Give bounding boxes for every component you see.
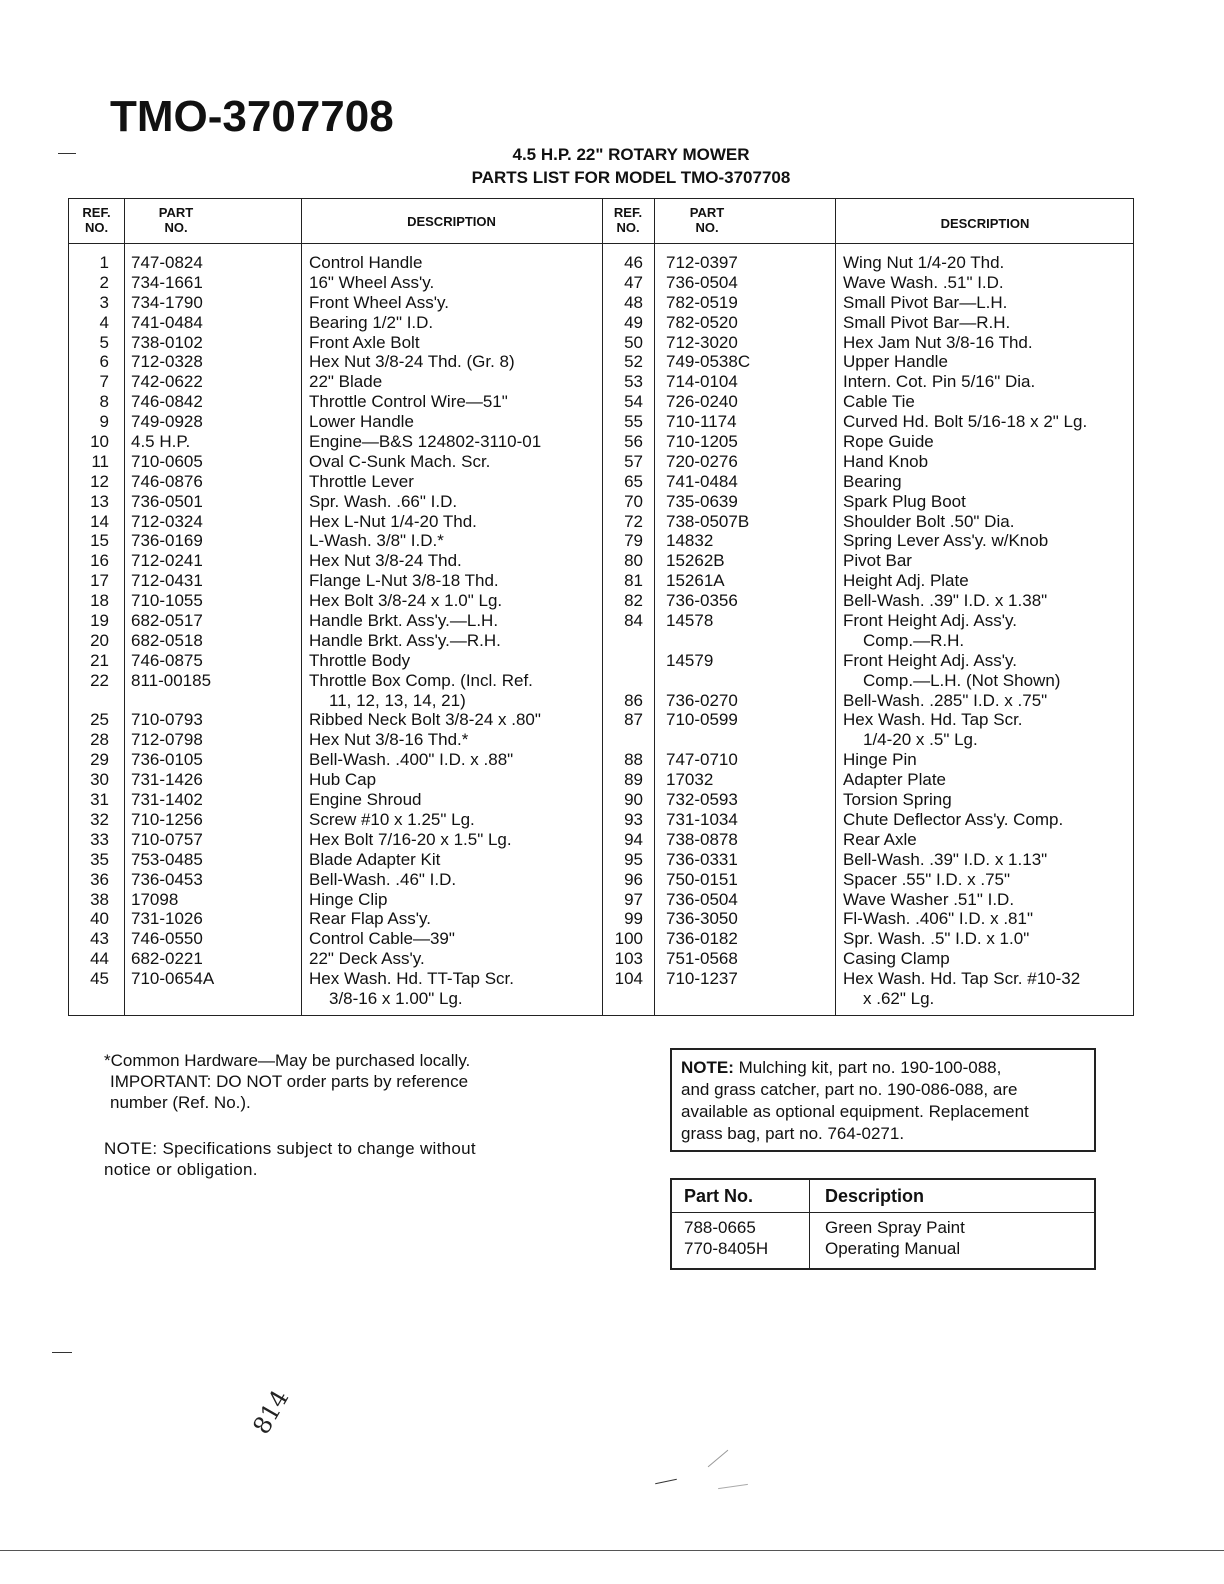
description: Hex Nut 3/8-16 Thd.* [309,730,469,750]
description: Torsion Spring [843,790,952,810]
description: Oval C-Sunk Mach. Scr. [309,451,491,471]
ref-no: 20 [90,630,109,650]
ref-no: 100 [614,929,643,949]
part-no: 682-0517 [131,611,203,631]
table-row [69,333,1133,353]
part-no: 736-0501 [131,491,203,511]
ref-no: 56 [624,432,643,452]
handwritten-mark: 814 [247,1385,295,1439]
part-no: 710-0605 [131,451,203,471]
description: Hinge Pin [843,750,917,770]
parts-rows [69,253,1133,1009]
additional-parts-table [670,1178,1096,1270]
extra-description: Operating Manual [825,1239,961,1258]
ref-no: 50 [624,332,643,352]
description: Shoulder Bolt .50" Dia. [843,511,1015,531]
ref-no: 18 [90,591,109,611]
part-no: 738-0102 [131,332,203,352]
table-row [69,750,1133,770]
ref-no: 104 [614,969,643,989]
ref-no: 45 [90,969,109,989]
ref-no: 53 [624,372,643,392]
part-no: 746-0550 [131,929,203,949]
subtitle-line-1: 4.5 H.P. 22" ROTARY MOWER [512,145,750,164]
part-no: 14832 [666,531,714,551]
part-no: 782-0519 [666,292,738,312]
ref-no: 94 [624,829,643,849]
table-row [69,770,1133,790]
page-title: TMO-3707708 [110,92,394,141]
ref-no: 70 [624,491,643,511]
table-row [69,531,1133,551]
part-no: 710-1055 [131,591,203,611]
ref-no: 10 [90,432,109,452]
part-no: 738-0878 [666,829,738,849]
description: Hex Wash. Hd. Tap Scr. [843,710,1023,730]
description: Spring Lever Ass'y. w/Knob [843,531,1049,551]
part-no: 17032 [666,770,714,790]
description: Adapter Plate [843,770,947,790]
part-no: 782-0520 [666,312,738,332]
header-part-no: PART NO. [158,205,194,235]
description: Bearing 1/2" I.D. [309,312,434,332]
table-row [69,392,1133,412]
description: Bell-Wash. .285" I.D. x .75" [843,690,1048,710]
scan-mark [708,1450,729,1467]
part-no: 682-0221 [131,949,203,969]
part-no: 14578 [666,611,714,631]
ref-no: 82 [624,591,643,611]
ref-no: 31 [90,790,109,810]
ref-no: 103 [614,949,643,969]
header-ref-no: REF. NO. [82,205,111,235]
ref-no: 88 [624,750,643,770]
description: 16" Wheel Ass'y. [309,272,435,292]
part-no: 710-0793 [131,710,203,730]
part-no: 736-3050 [666,909,738,929]
extra-part-no: 770-8405H [684,1239,769,1258]
description: Upper Handle [843,352,948,372]
ref-no: 19 [90,611,109,631]
description: Hinge Clip [309,889,388,909]
description: Hex L-Nut 1/4-20 Thd. [309,511,477,531]
scan-mark [52,1352,72,1353]
header-description: DESCRIPTION [407,214,496,229]
description: Handle Brkt. Ass'y.—R.H. [309,630,501,650]
description: Comp.—R.H. [863,630,965,650]
part-no: 731-1402 [131,790,203,810]
description: Intern. Cot. Pin 5/16" Dia. [843,372,1036,392]
table-row [69,671,1133,691]
table-row [69,352,1133,372]
ref-no: 43 [90,929,109,949]
part-no: 746-0875 [131,650,203,670]
ref-no: 7 [99,372,109,392]
description: Wave Washer .51" I.D. [843,889,1015,909]
description: L-Wash. 3/8" I.D.* [309,531,444,551]
ref-no: 22 [90,670,109,690]
part-no: 712-0241 [131,551,203,571]
ref-no: 28 [90,730,109,750]
description: Bell-Wash. .400" I.D. x .88" [309,750,514,770]
ref-no: 15 [90,531,109,551]
description: Front Height Adj. Ass'y. [843,611,1017,631]
part-no: 753-0485 [131,849,203,869]
part-no: 712-0431 [131,571,203,591]
description: Hex Nut 3/8-24 Thd. (Gr. 8) [309,352,515,372]
part-no: 736-0169 [131,531,203,551]
table-row [69,452,1133,472]
description: Casing Clamp [843,949,950,969]
ref-no: 95 [624,849,643,869]
table-row [69,313,1133,333]
part-no: 712-0324 [131,511,203,531]
table-row [69,989,1133,1009]
description: x .62" Lg. [863,988,935,1008]
header-part-no-right: PART NO. [689,205,725,235]
description: Hex Wash. Hd. Tap Scr. #10-32 [843,969,1081,989]
ref-no: 9 [99,412,109,432]
part-no: 747-0710 [666,750,738,770]
description: Hex Bolt 7/16-20 x 1.5" Lg. [309,829,512,849]
ref-no: 48 [624,292,643,312]
ref-no: 38 [90,889,109,909]
description: Throttle Box Comp. (Incl. Ref. [309,670,533,690]
table-row [69,372,1133,392]
description: Rope Guide [843,432,934,452]
part-no: 726-0240 [666,392,738,412]
description: Height Adj. Plate [843,571,969,591]
part-no: 712-0397 [666,253,738,272]
part-no: 746-0842 [131,392,203,412]
part-no: 742-0622 [131,372,203,392]
description: Spacer .55" I.D. x .75" [843,869,1011,889]
description: Fl-Wash. .406" I.D. x .81" [843,909,1033,929]
table-row [69,730,1133,750]
ref-no: 1 [99,253,109,272]
description: Engine—B&S 124802-3110-01 [309,432,542,452]
table-row [69,890,1133,910]
ref-no: 93 [624,809,643,829]
description: 22" Blade [309,372,383,392]
part-no: 712-0798 [131,730,203,750]
part-no: 710-0757 [131,829,203,849]
ref-no: 46 [624,253,643,272]
description: Rear Flap Ass'y. [309,909,431,929]
ref-no: 33 [90,829,109,849]
description: Throttle Body [309,650,411,670]
part-no: 741-0484 [131,312,203,332]
description: 1/4-20 x .5" Lg. [863,730,978,750]
ref-no: 80 [624,551,643,571]
table-row [69,929,1133,949]
description: Screw #10 x 1.25" Lg. [309,809,475,829]
description: Hex Bolt 3/8-24 x 1.0" Lg. [309,591,503,611]
ref-no: 30 [90,770,109,790]
description: Front Wheel Ass'y. [309,292,449,312]
ref-no: 90 [624,790,643,810]
description: Hub Cap [309,770,377,790]
part-no: 747-0824 [131,253,203,272]
part-no: 710-0654A [131,969,215,989]
ref-no: 65 [624,471,643,491]
ref-no: 44 [90,949,109,969]
description: Bearing [843,471,902,491]
description: Lower Handle [309,412,414,432]
table-row [69,830,1133,850]
table-row [69,253,1133,273]
table-row [69,432,1133,452]
part-no: 811-00185 [131,670,212,690]
table-row [69,571,1133,591]
ref-no: 5 [99,332,109,352]
ref-no: 40 [90,909,109,929]
description: Small Pivot Bar—R.H. [843,312,1011,332]
table-row [69,412,1133,432]
part-no: 736-0504 [666,272,738,292]
part-no: 736-0356 [666,591,738,611]
header-ref-no-right: REF. NO. [613,205,643,235]
ref-no: 47 [624,272,643,292]
ref-no: 29 [90,750,109,770]
description: Comp.—L.H. (Not Shown) [863,670,1061,690]
ref-no: 81 [624,571,643,591]
ref-no: 52 [624,352,643,372]
part-no: 731-1034 [666,809,738,829]
table-row [69,710,1133,730]
ref-no: 35 [90,849,109,869]
ref-no: 72 [624,511,643,531]
description: Rear Axle [843,829,917,849]
part-no: 15261A [666,571,725,591]
description: 3/8-16 x 1.00" Lg. [329,988,463,1008]
header-divider [69,243,1133,244]
ref-no: 4 [99,312,109,332]
scan-mark [718,1484,748,1489]
description: Bell-Wash. .39" I.D. x 1.38" [843,591,1048,611]
description: Chute Deflector Ass'y. Comp. [843,809,1064,829]
ref-no: 97 [624,889,643,909]
ref-no: 6 [99,352,109,372]
part-no: 712-0328 [131,352,203,372]
table-row [69,790,1133,810]
part-no: 14579 [666,650,714,670]
part-no: 732-0593 [666,790,738,810]
description: Flange L-Nut 3/8-18 Thd. [309,571,499,591]
scan-edge-line [0,1550,1224,1551]
ref-no: 87 [624,710,643,730]
part-no: 749-0928 [131,412,203,432]
description: Handle Brkt. Ass'y.—L.H. [309,611,499,631]
description: Cable Tie [843,392,915,412]
description: Throttle Lever [309,471,414,491]
part-no: 734-1661 [131,272,203,292]
description: Throttle Control Wire—51" [309,392,508,412]
part-no: 710-1237 [666,969,738,989]
ref-no: 17 [90,571,109,591]
ref-no: 54 [624,392,643,412]
part-no: 736-0331 [666,849,738,869]
table-row [69,611,1133,631]
part-no: 734-1790 [131,292,203,312]
description: Curved Hd. Bolt 5/16-18 x 2" Lg. [843,412,1088,432]
part-no: 746-0876 [131,471,203,491]
table-row [69,949,1133,969]
ref-no: 84 [624,611,643,631]
ref-no: 55 [624,412,643,432]
scan-mark [58,153,76,154]
ref-no: 86 [624,690,643,710]
part-no: 736-0105 [131,750,203,770]
description: Hex Jam Nut 3/8-16 Thd. [843,332,1033,352]
description: Pivot Bar [843,551,912,571]
part-no: 736-0182 [666,929,738,949]
part-no: 750-0151 [666,869,738,889]
table-row [69,472,1133,492]
header-description-right: DESCRIPTION [940,216,1030,231]
parts-table [68,198,1134,1016]
description: Front Axle Bolt [309,332,420,352]
description: Spr. Wash. .5" I.D. x 1.0" [843,929,1030,949]
table-row [69,909,1133,929]
scan-mark [655,1479,677,1485]
specifications-note: NOTE: Specifications subject to change without notice or obligation. [104,1139,476,1179]
ref-no: 3 [99,292,109,312]
extra-description: Green Spray Paint [825,1218,965,1237]
description: Blade Adapter Kit [309,849,441,869]
part-no: 710-1256 [131,809,203,829]
description: 22" Deck Ass'y. [309,949,425,969]
extra-part-no: 788-0665 [684,1218,756,1237]
ref-no: 25 [90,710,109,730]
part-no: 710-1205 [666,432,738,452]
subtitle-line-2: PARTS LIST FOR MODEL TMO-3707708 [471,168,791,187]
description: Spark Plug Boot [843,491,966,511]
part-no: 710-1174 [666,412,737,432]
ref-no: 12 [90,471,109,491]
optional-equipment-note: NOTE: Mulching kit, part no. 190-100-088, and grass catcher, part no. 190-086-088, are available as optional equipment. Replacement grass bag, part no. 764-0271. [670,1048,1096,1152]
description: Hand Knob [843,451,929,471]
part-no: 736-0453 [131,869,203,889]
table-row [69,512,1133,532]
description: Ribbed Neck Bolt 3/8-24 x .80" [309,710,541,730]
description: Control Cable—39" [309,929,455,949]
part-no: 712-3020 [666,332,738,352]
part-no: 682-0518 [131,630,203,650]
ref-no: 11 [91,451,109,471]
header-description: Description [825,1186,925,1206]
part-no: 15262B [666,551,725,571]
ref-no: 14 [90,511,109,531]
part-no: 17098 [131,889,179,909]
part-no: 736-0270 [666,690,738,710]
table-row [69,551,1133,571]
table-row [69,293,1133,313]
description: Wave Wash. .51" I.D. [843,272,1004,292]
ref-no: 13 [90,491,109,511]
description: Hex Nut 3/8-24 Thd. [309,551,462,571]
table-row [69,492,1133,512]
ref-no: 32 [90,809,109,829]
table-row [69,631,1133,651]
ref-no: 49 [624,312,643,332]
ref-no: 8 [99,392,109,412]
ref-no: 21 [90,650,109,670]
ref-no: 16 [90,551,109,571]
table-row [69,870,1133,890]
table-row [69,591,1133,611]
description: Control Handle [309,253,423,272]
part-no: 735-0639 [666,491,738,511]
table-row [69,651,1133,671]
ref-no: 57 [624,451,643,471]
part-no: 720-0276 [666,451,738,471]
part-no: 749-0538C [666,352,751,372]
description: Small Pivot Bar—L.H. [843,292,1008,312]
description: Wing Nut 1/4-20 Thd. [843,253,1005,272]
part-no: 710-0599 [666,710,738,730]
ref-no: 89 [624,770,643,790]
description: Bell-Wash. .46" I.D. [309,869,457,889]
description: Spr. Wash. .66" I.D. [309,491,458,511]
part-no: 714-0104 [666,372,738,392]
part-no: 736-0504 [666,889,738,909]
ref-no: 2 [99,272,109,292]
description: 11, 12, 13, 14, 21) [329,690,466,710]
part-no: 738-0507B [666,511,750,531]
description: Hex Wash. Hd. TT-Tap Scr. [309,969,515,989]
table-row [69,691,1133,711]
part-no: 731-1426 [131,770,203,790]
part-no: 731-1026 [131,909,203,929]
table-row [69,273,1133,293]
description: Front Height Adj. Ass'y. [843,650,1017,670]
ref-no: 96 [624,869,643,889]
part-no: 4.5 H.P. [131,432,191,452]
ref-no: 99 [624,909,643,929]
header-part-no: Part No. [684,1186,754,1206]
ref-no: 79 [624,531,643,551]
part-no: 741-0484 [666,471,738,491]
table-row [69,969,1133,989]
table-row [69,810,1133,830]
part-no: 751-0568 [666,949,738,969]
description: Bell-Wash. .39" I.D. x 1.13" [843,849,1048,869]
common-hardware-note: *Common Hardware—May be purchased locally. IMPORTANT: DO NOT order parts by reference number (Ref. No.). [104,1051,471,1112]
ref-no: 36 [90,869,109,889]
note-label: NOTE: [681,1058,734,1077]
description: Engine Shroud [309,790,422,810]
table-row [69,850,1133,870]
